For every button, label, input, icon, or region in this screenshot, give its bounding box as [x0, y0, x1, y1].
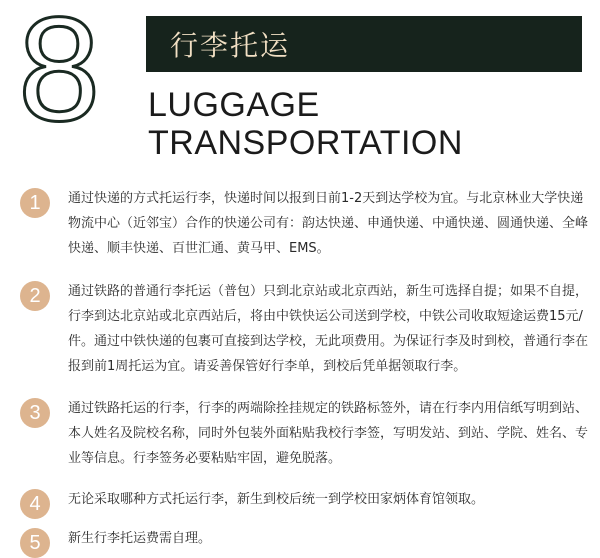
section-title-en: [148, 86, 463, 162]
section-title-bar: [146, 16, 582, 72]
list-item-5: [20, 526, 590, 558]
list-item-3: [20, 396, 590, 471]
item-number-badge: 5: [20, 528, 50, 558]
section-title-cn: 行李托运: [170, 29, 291, 62]
item-text: 通过快递的方式托运行李，快递时间以报到日前1-2天到达学校为宜。与北京林业大学快递物流中心（近邻宝）合作的快递公司有：韵达快递、申通快递、中通快递、圆通快递、全峰快递、顺丰快递、百世汇通、黄马甲、EMS。: [68, 191, 589, 256]
section-number: 8: [18, 0, 101, 152]
item-number-badge: 1: [20, 188, 50, 218]
item-text: 通过铁路托运的行李，行李的两端除拴挂规定的铁路标签外，请在行李内用信纸写明到站、本人姓名及院校名称，同时外包装外面粘贴我校行李签，写明发站、到站、学院、姓名、专业等信息。行李签务必要粘贴牢固，避免脱落。: [68, 401, 589, 466]
list-item-2: [20, 279, 590, 379]
item-number-badge: 3: [20, 398, 50, 428]
item-text: 通过铁路的普通行李托运（普包）只到北京站或北京西站，新生可选择自提；如果不自提，行李到达北京站或北京西站后，将由中铁快运公司送到学校，中铁公司收取短途运费15元/件。通过中铁快递的包裹可直接到达学校，无此项费用。为保证行李及时到校，普通行李在报到前1周托运为宜。请妥善保管好行李单，到校后凭单据领取行李。: [68, 284, 589, 374]
section-title-en-line2: TRANSPORTATION: [148, 124, 463, 162]
item-text: 无论采取哪种方式托运行李，新生到校后统一到学校田家炳体育馆领取。: [68, 492, 485, 507]
item-text: 新生行李托运费需自理。: [68, 531, 212, 546]
item-number-badge: 4: [20, 489, 50, 519]
list-item-4: [20, 487, 590, 519]
section-title-en-line1: LUGGAGE: [148, 86, 320, 124]
item-number-badge: 2: [20, 281, 50, 311]
list-item-1: [20, 186, 590, 261]
